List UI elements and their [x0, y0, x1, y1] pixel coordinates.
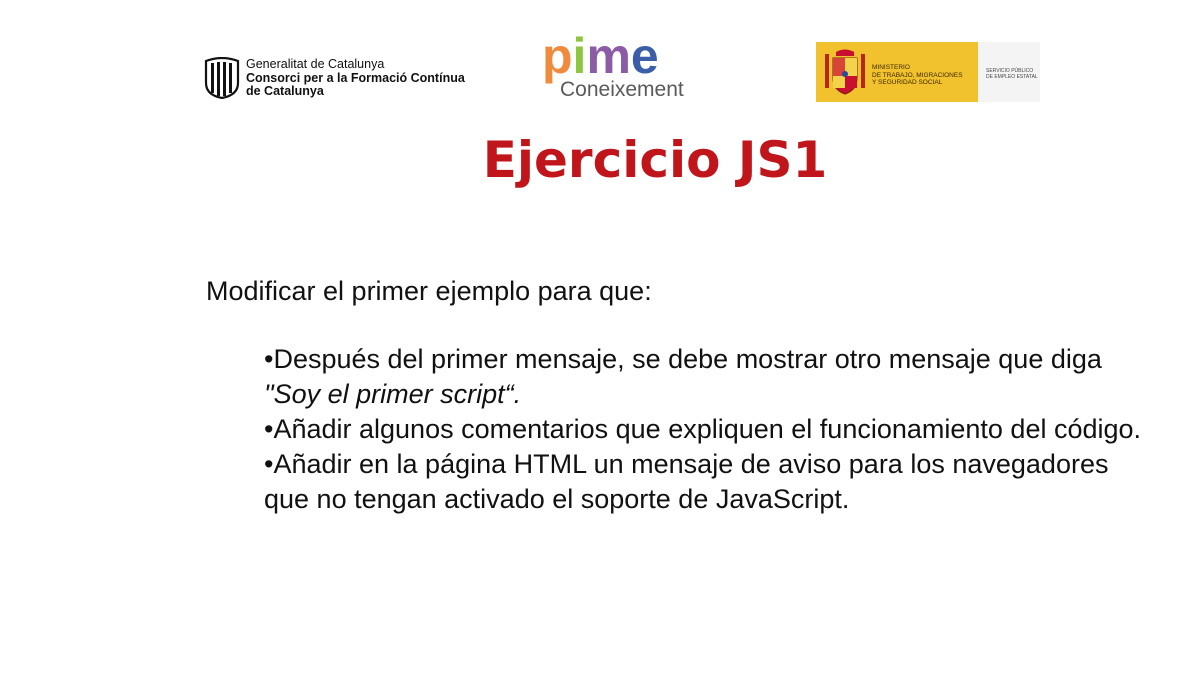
- slide-intro: Modificar el primer ejemplo para que:: [206, 276, 652, 306]
- bullet-item-1-quote: "Soy el primer script“.: [264, 379, 522, 409]
- slide-title: Ejercicio JS1: [482, 131, 828, 189]
- pime-subtitle: Coneixement: [560, 78, 684, 101]
- pime-wordmark: [542, 26, 659, 86]
- generalitat-line2: Consorci per a la Formació Contínua: [246, 70, 465, 85]
- bullet-item-1-text: •Después del primer mensaje, se debe mostrar otro mensaje que diga: [264, 344, 1102, 374]
- pime-letter-p: p: [542, 28, 573, 84]
- generalitat-line3: de Catalunya: [246, 84, 324, 98]
- generalitat-emblem-icon: [204, 57, 240, 99]
- bullet-item-3: •Añadir en la página HTML un mensaje de aviso para los navegadores que no tengan activado el soporte de JavaScript.: [264, 449, 1109, 514]
- ministerio-line3: Y SEGURIDAD SOCIAL: [872, 79, 943, 86]
- generalitat-text: [246, 58, 465, 99]
- bullet-item-1: [264, 342, 1144, 412]
- bullet-list: [264, 342, 1144, 517]
- pime-letter-e: e: [630, 28, 659, 84]
- spain-coat-of-arms-icon: [824, 48, 866, 96]
- bullet-item-2: •Añadir algunos comentarios que expliquen el funcionamiento del código.: [264, 414, 1142, 444]
- ministerio-subtext: [986, 68, 1038, 80]
- ministerio-logo: [816, 42, 1040, 102]
- pime-letter-i: i: [572, 28, 587, 84]
- ministerio-line2: DE TRABAJO, MIGRACIONES: [872, 71, 963, 79]
- generalitat-line1: Generalitat de Catalunya: [246, 57, 385, 71]
- pime-letter-m: m: [586, 28, 631, 84]
- ministerio-sub2: DE EMPLEO ESTATAL: [986, 74, 1038, 80]
- ministerio-text: [872, 64, 963, 87]
- generalitat-logo: [204, 56, 494, 100]
- ministerio-line1: MINISTERIO: [872, 64, 910, 71]
- pime-logo: [540, 28, 720, 104]
- ministerio-sub1: SERVICIO PÚBLICO: [986, 68, 1034, 74]
